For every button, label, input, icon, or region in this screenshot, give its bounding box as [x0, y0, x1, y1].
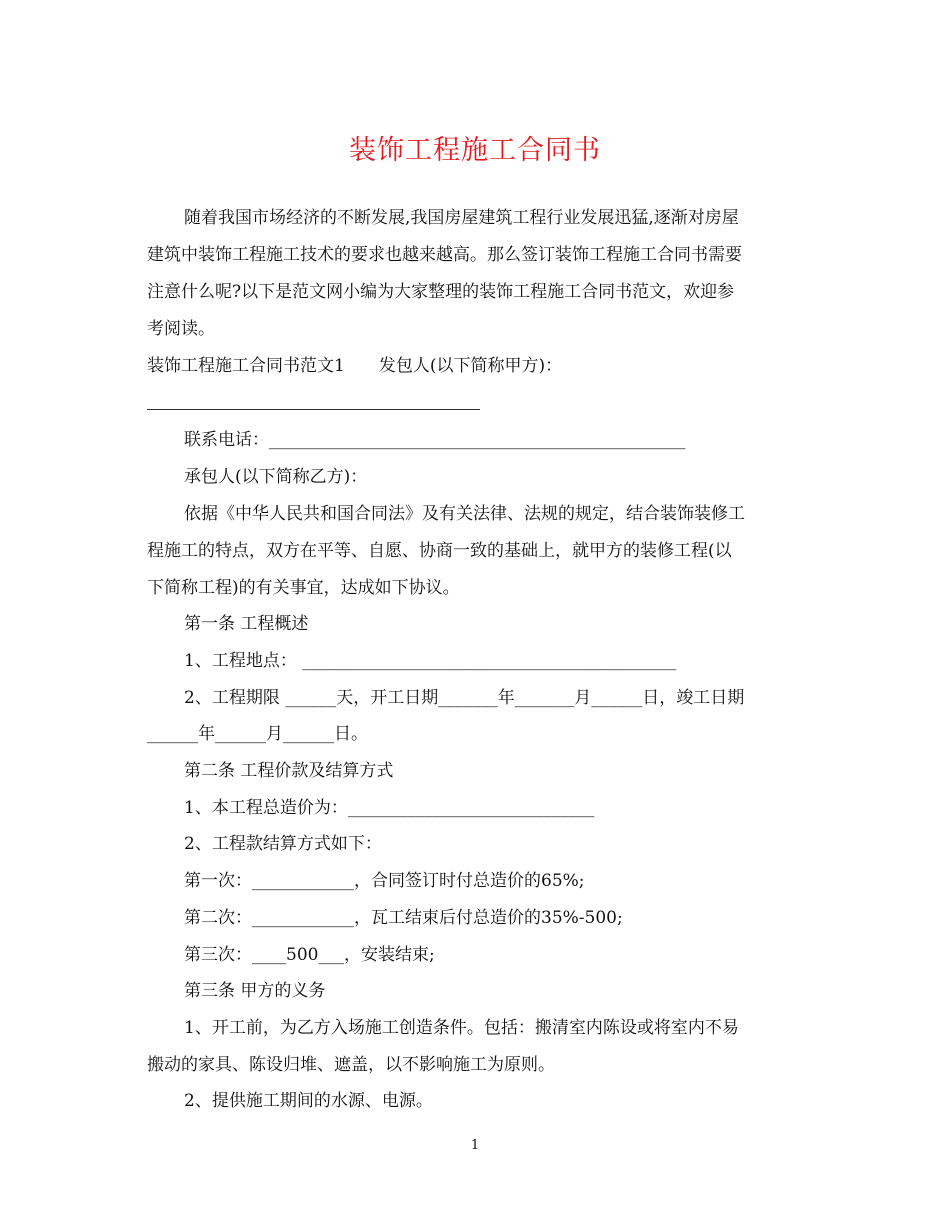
paragraph-line: 考阅读。: [147, 319, 215, 339]
page-number: 1: [470, 1138, 480, 1153]
paragraph-line: 随着我国市场经济的不断发展,我国房屋建筑工程行业发展迅猛,逐渐对房屋: [184, 208, 739, 228]
clause-line: 第三次：____500___，安装结束;: [184, 945, 435, 965]
clause-line: 2、工程款结算方式如下：: [184, 834, 382, 854]
article-heading: 第三条 甲方的义务: [184, 981, 326, 1001]
contractor-line: 承包人(以下简称乙方)：: [184, 467, 368, 487]
paragraph-line: 注意什么呢?以下是范文网小编为大家整理的装饰工程施工合同书范文，欢迎参: [147, 282, 735, 302]
section-heading: 装饰工程施工合同书范文1 发包人(以下简称甲方)：: [147, 356, 563, 376]
clause-line: 1、工程地点： ____________________________________________: [184, 651, 677, 671]
document-title: 装饰工程施工合同书: [349, 135, 601, 166]
clause-line: 搬动的家具、陈设归堆、遮盖，以不影响施工为原则。: [147, 1055, 555, 1075]
article-heading: 第一条 工程概述: [184, 614, 309, 634]
clause-line: 1、开工前，为乙方入场施工创造条件。包括：搬清室内陈设或将室内不易: [184, 1018, 739, 1038]
paragraph-line: 下简称工程)的有关事宜，达成如下协议。: [147, 578, 460, 598]
paragraph-line: 依据《中华人民共和国合同法》及有关法律、法规的规定，结合装饰装修工: [184, 504, 745, 524]
clause-line: 第二次：____________，瓦工结束后付总造价的35%-500;: [184, 908, 623, 928]
contact-phone-line: 联系电话：_________________________________________________: [184, 430, 686, 450]
clause-line: 2、提供施工期间的水源、电源。: [184, 1091, 433, 1111]
paragraph-line: 建筑中装饰工程施工技术的要求也越来越高。那么签订装饰工程施工合同书需要: [147, 245, 742, 265]
blank-underline: [147, 409, 480, 410]
clause-line: 2、工程期限 ______天，开工日期_______年_______月______日，竣工日期: [184, 688, 745, 708]
paragraph-line: 程施工的特点，双方在平等、自愿、协商一致的基础上，就甲方的装修工程(以: [147, 541, 732, 561]
clause-line: 1、本工程总造价为：_____________________________: [184, 798, 595, 818]
clause-line: 第一次：____________，合同签订时付总造价的65%;: [184, 871, 585, 891]
clause-line: ______年______月______日。: [147, 724, 368, 744]
article-heading: 第二条 工程价款及结算方式: [184, 761, 394, 781]
